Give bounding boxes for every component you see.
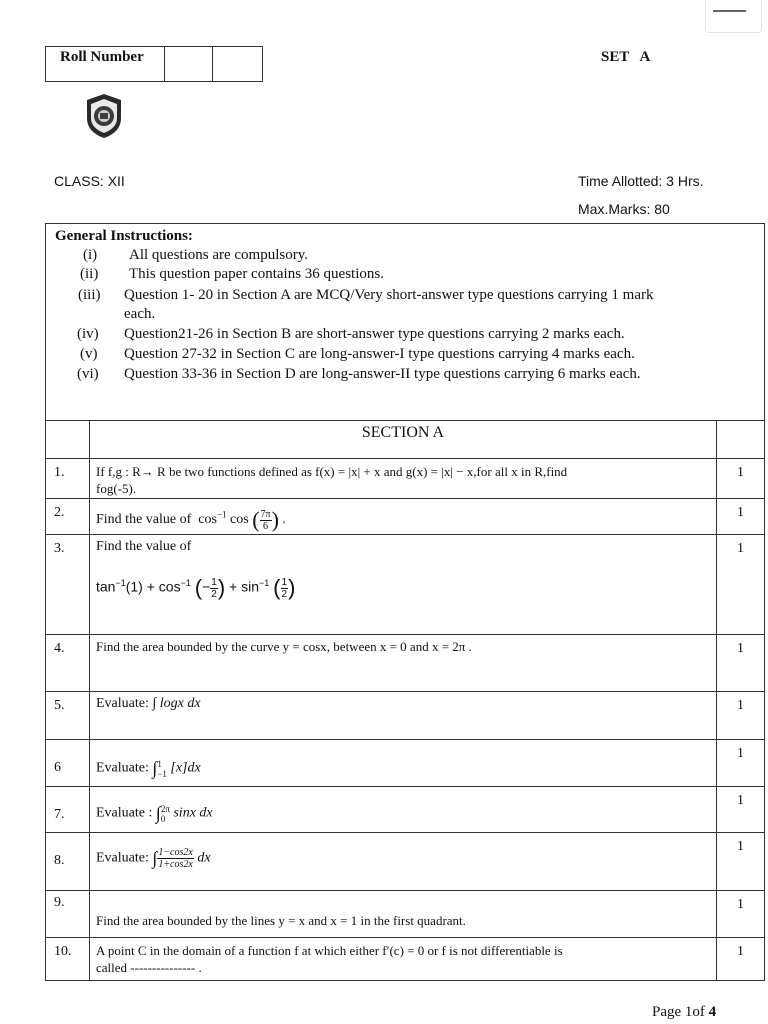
math-token: tan — [96, 578, 116, 595]
math-token: −1 — [259, 578, 270, 589]
roll-number-label: Roll Number — [46, 47, 165, 81]
math-token: ) — [217, 575, 226, 600]
math-token: 1 — [211, 576, 217, 588]
question-marks: 1 — [717, 635, 765, 692]
question-marks: 1 — [717, 535, 765, 635]
math-token: ) — [288, 575, 296, 600]
instruction-text: All questions are compulsory. — [129, 247, 308, 263]
question-text — [90, 740, 717, 787]
math-expression: dx — [197, 850, 211, 866]
page-footer — [652, 1004, 716, 1021]
instruction-num: (iii) — [78, 287, 101, 303]
instruction-text: Question 33-36 in Section D are long-answer-II type questions carrying 6 marks each. — [124, 366, 641, 382]
math-token: −1 — [115, 578, 126, 589]
math-token: (1) + cos — [125, 578, 181, 595]
math-fraction — [157, 847, 194, 870]
question-text — [90, 938, 717, 981]
math-token: 7π — [260, 508, 271, 520]
question-text: Find the area bounded by the lines y = x and x = 1 in the first quadrant. — [90, 891, 717, 938]
integral-limits — [157, 759, 167, 779]
instruction-num: (i) — [83, 247, 98, 263]
math-expression: ∫ logx dx — [152, 696, 201, 711]
question-text — [90, 833, 717, 891]
question-text — [90, 459, 717, 499]
instruction-continuation: each. — [124, 306, 156, 322]
menu-dash-icon — [713, 10, 746, 12]
math-fraction — [260, 509, 272, 532]
question-number: 2. — [46, 499, 90, 535]
question-prefix: Evaluate: — [96, 760, 149, 776]
math-token: cos — [230, 512, 249, 528]
class-label: CLASS: XII — [54, 173, 125, 189]
math-token: ∫ — [152, 758, 158, 778]
math-token: −1 — [216, 509, 227, 520]
math-token: −1 — [180, 578, 191, 589]
instruction-item — [77, 326, 757, 344]
instruction-text: This question paper contains 36 questions. — [129, 266, 384, 282]
table-row — [46, 787, 765, 833]
math-token: ∫ — [155, 803, 161, 823]
integral-limits — [161, 804, 170, 824]
table-row — [46, 938, 765, 981]
questions-table — [45, 420, 765, 981]
math-expression: [x]dx — [170, 760, 201, 776]
math-token: ( — [194, 575, 203, 600]
math-fraction — [281, 577, 289, 600]
time-allotted: Time Allotted: 3 Hrs. — [578, 173, 704, 189]
math-token: 0 — [160, 813, 166, 824]
question-number: 8. — [46, 833, 90, 891]
section-title: SECTION A — [90, 421, 717, 459]
question-line: called --------------- . — [96, 960, 202, 975]
section-header-row — [46, 421, 765, 459]
general-instructions — [45, 223, 765, 420]
instruction-text: Question21-26 in Section B are short-answer type questions carrying 2 marks each. — [124, 326, 625, 342]
instruction-item — [77, 366, 757, 384]
question-text — [90, 787, 717, 833]
question-number: 1. — [46, 459, 90, 499]
instruction-text: Question 1- 20 in Section A are MCQ/Very short-answer type questions carrying 1 mark — [124, 287, 654, 303]
question-line: A point C in the domain of a function f at which either f′(c) = 0 or f is not differentiable is — [96, 943, 563, 958]
instruction-num: (vi) — [77, 366, 99, 382]
table-row — [46, 459, 765, 499]
page-number: 1 — [684, 1004, 693, 1020]
question-marks: 1 — [717, 459, 765, 499]
math-token: 1−cos2x — [158, 847, 193, 858]
instructions-title: General Instructions: — [55, 228, 193, 244]
math-token: ∫ — [152, 848, 158, 868]
question-marks: 1 — [717, 787, 765, 833]
instruction-item — [80, 266, 750, 284]
question-number: 7. — [46, 787, 90, 833]
table-row — [46, 535, 765, 635]
math-token: ( — [252, 507, 260, 532]
math-expression: sinx dx — [173, 805, 213, 821]
question-prefix: Evaluate: — [96, 850, 149, 866]
table-row — [46, 740, 765, 787]
math-token: 2 — [281, 588, 288, 600]
page-of: of — [692, 1004, 709, 1020]
roll-number-box — [45, 46, 263, 82]
question-marks: 1 — [717, 833, 765, 891]
math-token: cos — [198, 512, 217, 528]
table-row — [46, 692, 765, 740]
math-token: 1+cos2x — [158, 859, 193, 870]
question-prefix: Evaluate: — [96, 696, 149, 711]
question-line: If f,g : R→ R be two functions defined as f(x) = |x| + x and g(x) = |x| − x,for all x in R,find — [96, 464, 568, 479]
max-marks: Max.Marks: 80 — [578, 201, 670, 217]
table-row — [46, 891, 765, 938]
question-prefix: Find the value of — [96, 512, 192, 528]
instruction-num: (v) — [80, 346, 98, 362]
instruction-item — [80, 346, 760, 364]
question-text: Find the area bounded by the curve y = cosx, between x = 0 and x = 2π . — [90, 635, 717, 692]
math-token: 2π — [160, 803, 170, 814]
question-number: 10. — [46, 938, 90, 981]
instruction-num: (iv) — [77, 326, 99, 342]
instruction-num: (ii) — [80, 266, 99, 282]
math-token: ) — [271, 507, 279, 532]
table-row — [46, 499, 765, 535]
table-row — [46, 833, 765, 891]
math-expression — [96, 575, 710, 601]
instruction-text: Question 27-32 in Section C are long-answer-I type questions carrying 4 marks each. — [124, 346, 635, 362]
question-number: 6 — [46, 740, 90, 787]
set-label: SET A — [601, 49, 651, 65]
instruction-item — [78, 287, 758, 305]
question-text — [90, 535, 717, 635]
math-token: −1 — [157, 768, 167, 779]
instruction-item — [83, 247, 753, 265]
roll-number-cell[interactable] — [165, 47, 213, 81]
math-token: 2 — [211, 588, 217, 600]
question-marks: 1 — [717, 891, 765, 938]
question-line: fog(-5). — [96, 481, 137, 496]
question-number: 3. — [46, 535, 90, 635]
question-number: 4. — [46, 635, 90, 692]
corner-tab — [705, 0, 762, 33]
math-token: + sin — [229, 578, 260, 595]
table-row — [46, 635, 765, 692]
math-expression — [198, 507, 286, 532]
question-marks: 1 — [717, 499, 765, 535]
math-token: 1 — [281, 576, 288, 588]
roll-number-cell[interactable] — [213, 47, 260, 81]
question-number: 5. — [46, 692, 90, 740]
math-token: − — [202, 578, 211, 595]
question-prefix: Evaluate : — [96, 805, 153, 821]
math-token: 6 — [263, 520, 269, 532]
question-marks: 1 — [717, 692, 765, 740]
question-number: 9. — [46, 891, 90, 938]
school-emblem-icon — [83, 92, 125, 140]
math-token: ( — [273, 575, 281, 600]
page-prefix: Page — [652, 1004, 685, 1020]
question-marks: 1 — [717, 740, 765, 787]
question-marks: 1 — [717, 938, 765, 981]
question-text — [90, 499, 717, 535]
math-token: . — [282, 512, 286, 528]
math-fraction — [210, 577, 218, 600]
math-token: 1 — [157, 758, 162, 769]
question-text — [90, 692, 717, 740]
question-prefix: Find the value of — [96, 539, 192, 554]
page-total: 4 — [708, 1004, 717, 1020]
